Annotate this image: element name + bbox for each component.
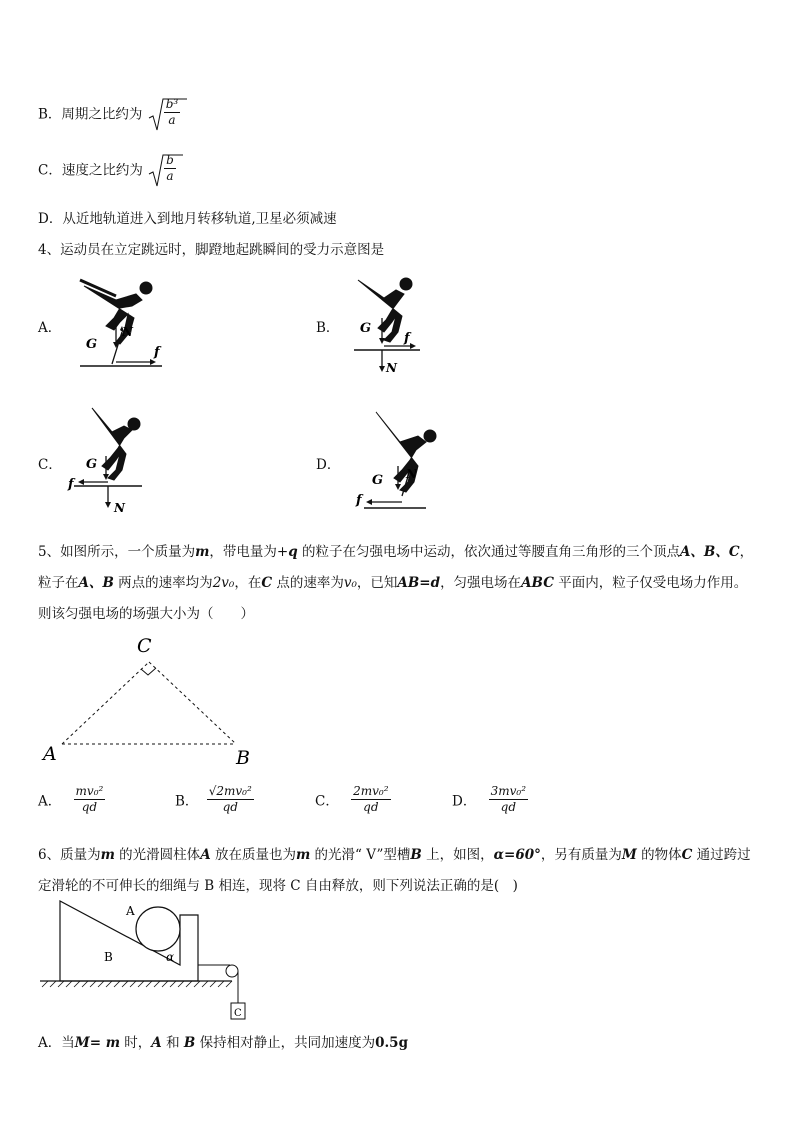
q3-option-b-sqrt (147, 96, 187, 134)
force-f-label: f (68, 477, 74, 492)
q4-figure-c (62, 398, 162, 520)
q3-option-b-label: B．周期之比约为 (38, 106, 143, 123)
q3-option-b-denominator: a (168, 113, 176, 127)
force-f-label: f (356, 493, 362, 508)
fig-label-b: B (104, 950, 113, 964)
q5-stem-line3: 则该匀强电场的场强大小为（ ） (38, 606, 254, 622)
q4-option-c-letter: C． (38, 457, 62, 473)
vertex-a-label: A (43, 743, 57, 765)
right-angle-mark-icon (141, 668, 156, 675)
jumper-icon (92, 408, 140, 480)
vertex-b-label: B (236, 747, 250, 769)
pulley-icon (226, 965, 238, 977)
force-n-label: N (122, 325, 133, 339)
q3-option-c-denominator: a (166, 169, 174, 183)
force-n-label: N (114, 501, 125, 515)
q5-stem-line2: 粒子在A、B 两点的速率均为2v₀，在C 点的速率为v₀，已知AB=d，匀强电场在ABC 平面内，粒子仅受电场力作用。 (38, 575, 748, 591)
q5-option-d: D． $\frac{\text{3mv₀²}}{qd}$ (452, 784, 527, 814)
fig-label-alpha: α (166, 950, 175, 964)
ground-hatch-icon (42, 981, 232, 987)
q3-option-c (38, 152, 183, 190)
q6-groove-figure (36, 895, 266, 1025)
q3-option-c-label: C．速度之比约为 (38, 162, 143, 179)
q6-stem-line1: 6、质量为m 的光滑圆柱体A 放在质量也为m 的光滑“ V”型槽B 上，如图，α=60°，另有质量为M 的物体C 通过跨过 (38, 847, 751, 863)
q3-option-b (38, 96, 187, 134)
force-f-label: f (154, 345, 160, 360)
q4-figure-b (350, 270, 440, 380)
force-g-label: G (86, 457, 98, 472)
q5-option-b: B． $\frac{\text{√2mv₀²}}{qd}$ (175, 784, 252, 814)
q5-option-c: C． $\frac{\text{2mv₀²}}{qd}$ (315, 784, 389, 814)
q4-option-b-letter: B． (316, 320, 340, 336)
cylinder-a (136, 907, 180, 951)
fig-label-a: A (126, 904, 135, 918)
fig-label-c: C (234, 1008, 242, 1019)
q5-stem-line1: 5、如图所示，一个质量为m，带电量为+q 的粒子在匀强电场中运动，依次通过等腰直角三角形的三个顶点A、B、C， (38, 544, 754, 560)
q3-option-d: D．从近地轨道进入到地月转移轨道,卫星必须减速 (38, 211, 337, 227)
force-n-label: N (386, 361, 397, 375)
force-g-label: G (86, 337, 98, 352)
force-g-label: G (372, 473, 384, 488)
vertex-c-label: C (137, 635, 152, 657)
q3-option-c-sqrt (147, 152, 183, 190)
q3-option-b-numerator: b³ (165, 97, 179, 111)
q4-stem: 4、运动员在立定跳远时，脚蹬地起跳瞬间的受力示意图是 (38, 242, 385, 258)
q5-triangle-figure (40, 630, 270, 770)
force-f-label: f (404, 331, 410, 346)
q4-figure-d (340, 402, 440, 520)
q5-option-a: A． $\frac{\text{mv₀²}}{qd}$ (38, 784, 104, 814)
q6-option-a: A．当M= m 时，A 和 B 保持相对静止，共同加速度为0.5g (38, 1035, 409, 1051)
q4-figure-a (76, 270, 166, 380)
q3-option-c-numerator: b (166, 153, 174, 167)
force-g-label: G (360, 321, 372, 336)
force-n-label: N (406, 467, 417, 481)
q4-option-a-letter: A． (38, 320, 62, 336)
q6-stem-line2: 定滑轮的不可伸长的细绳与 B 相连，现将 C 自由释放，则下列说法正确的是( ) (38, 878, 518, 894)
q4-option-d-letter: D． (316, 457, 341, 473)
